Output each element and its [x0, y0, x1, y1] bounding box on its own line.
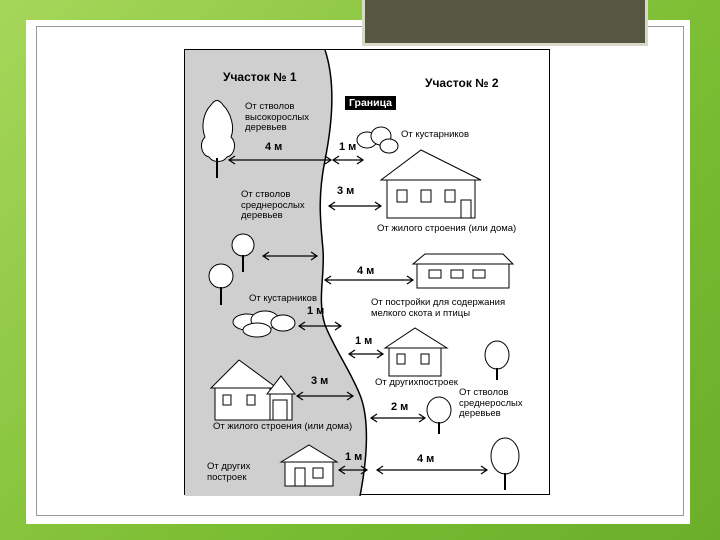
- label-medium-trees-right: От стволов среднерослых деревьев: [459, 387, 523, 419]
- dist-shrubs-left: 1 м: [307, 305, 325, 317]
- label-livestock: От постройки для содержания мелкого скота и птицы: [371, 297, 506, 319]
- dist-livestock: 4 м: [357, 265, 375, 277]
- label-other-left: От других построек: [207, 461, 251, 483]
- dist-house-right: 3 м: [337, 185, 355, 197]
- arrow-bottom-right: [377, 466, 487, 474]
- distance-diagram: [184, 49, 550, 495]
- plot1-title: Участок № 1: [223, 70, 297, 84]
- medium-tree-right-icon: [427, 397, 451, 434]
- dist-shrubs-right: 1 м: [339, 141, 357, 153]
- arrow-house-right: [329, 202, 381, 210]
- arrow-other-right: [349, 350, 383, 358]
- title-placeholder-box: [362, 0, 648, 46]
- tall-tree-right-icon: [485, 341, 509, 380]
- label-other-right: От другихпостроек: [375, 377, 458, 388]
- house-right-icon: [381, 150, 481, 218]
- label-shrubs-left: От кустарников: [249, 293, 317, 304]
- label-medium-trees: От стволов среднерослых деревьев: [241, 189, 305, 221]
- label-tall-trees: От стволов высокорослых деревьев: [245, 101, 309, 133]
- boundary-label: Граница: [345, 96, 396, 110]
- dist-tall-trees: 4 м: [265, 141, 283, 153]
- dist-other-right: 1 м: [355, 335, 373, 347]
- bottom-tree-right-icon: [491, 438, 519, 490]
- label-shrubs-right: От кустарников: [401, 129, 469, 140]
- arrow-medium-trees-right: [371, 414, 425, 422]
- other-building-right-icon: [385, 328, 447, 376]
- label-house-right: От жилого строения (или дома): [377, 223, 517, 234]
- dist-bottom-right: 4 м: [417, 453, 435, 465]
- dist-house-left: 3 м: [311, 375, 329, 387]
- plot2-title: Участок № 2: [425, 76, 499, 90]
- arrow-livestock: [325, 276, 413, 284]
- shrubs-right-icon: [357, 127, 398, 153]
- arrow-shrubs-right: [333, 156, 363, 164]
- dist-medium-trees-right: 2 м: [391, 401, 409, 413]
- label-house-left: От жилого строения (или дома): [213, 421, 353, 432]
- dist-other-left: 1 м: [345, 451, 363, 463]
- livestock-building-icon: [413, 254, 513, 288]
